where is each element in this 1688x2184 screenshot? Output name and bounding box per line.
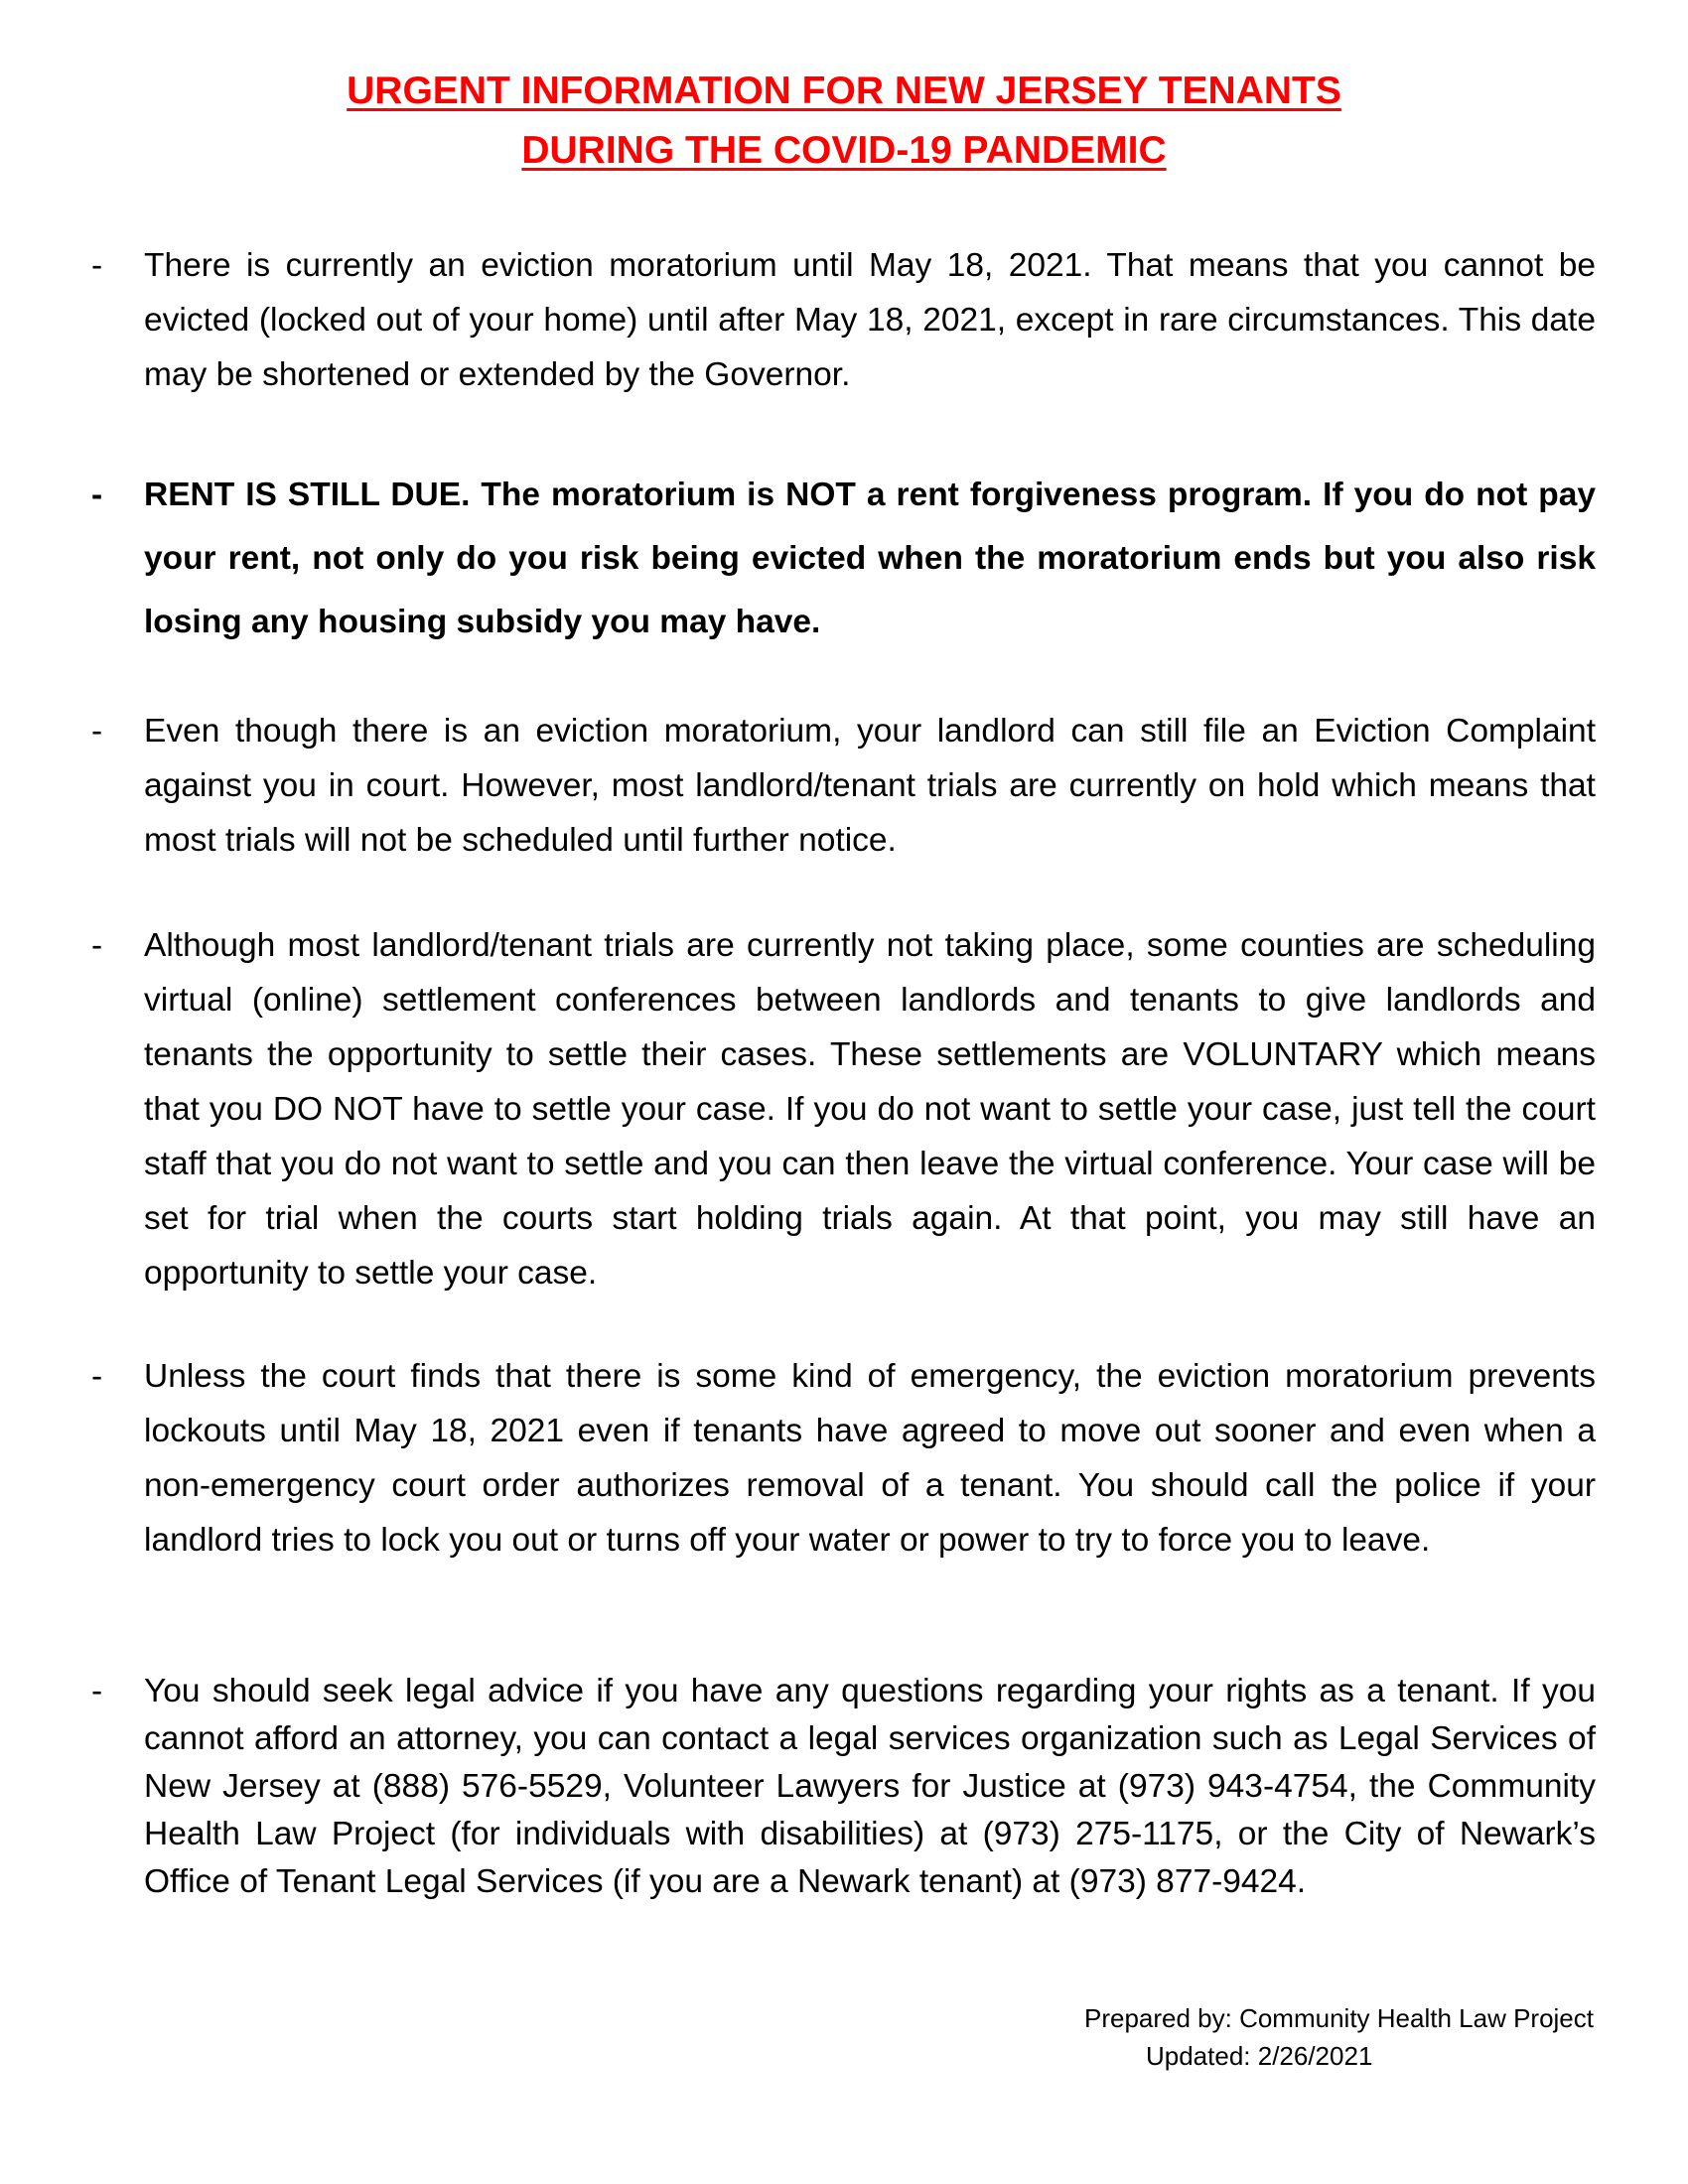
list-item-text: There is currently an eviction moratorium until May 18, 2021. That means that you cannot be evicted (locked out of your home) until after May 18, 2021, except in rare circumstances. This date may be shortened or extended by the Governor.	[144, 247, 1596, 393]
prepared-by: Prepared by: Community Health Law Project	[1083, 2003, 1594, 2033]
bullet-dash: -	[91, 247, 103, 284]
bullet-dash: -	[91, 1673, 103, 1709]
bullet-dash: -	[91, 927, 103, 964]
document-footer	[1084, 1999, 1594, 2075]
list-item-text: Even though there is an eviction moratorium, your landlord can still file an Eviction Complaint against you in court. However, most landlord/tenant trials are currently on hold which means that most trials will not be scheduled until further notice.	[144, 713, 1596, 859]
list-item-eviction-moratorium	[91, 238, 1596, 402]
bullet-dash: -	[91, 477, 103, 513]
list-item-settlement-conferences	[91, 918, 1596, 1300]
list-item-text: RENT IS STILL DUE. The moratorium is NOT a rent forgiveness program. If you do not pay your rent, not only do you risk being evicted when the moratorium ends but you also risk losing any housing subsidy you may have.	[144, 477, 1596, 640]
list-item-rent-still-due	[91, 464, 1596, 654]
list-item-text: Although most landlord/tenant trials are currently not taking place, some counties are scheduling virtual (online) settlement conferences between landlords and tenants to give landlords and tenants the opportunity to settle their cases. These settlements are VOLUNTARY which means that you DO NOT have to settle your case. If you do not want to settle your case, just tell the court staff that you do not want to settle and you can then leave the virtual conference. Your case will be set for trial when the courts start holding trials again. At that point, you may still have an opportunity to settle your case.	[144, 927, 1596, 1292]
bullet-dash: -	[91, 1358, 103, 1395]
list-item-text: You should seek legal advice if you have any questions regarding your rights as a tenant. If you cannot afford an attorney, you can contact a legal services organization such as Legal Services of New Jersey at (888) 576-5529, Volunteer Lawyers for Justice at (973) 943-4754, the Community Health Law Project (for individuals with disabilities) at (973) 275-1175, or the City of Newark’s Office of Tenant Legal Services (if you are a Newark tenant) at (973) 877-9424.	[144, 1673, 1596, 1900]
list-item-lockouts	[91, 1349, 1596, 1568]
document-title	[0, 62, 1688, 181]
updated-date: Updated: 2/26/2021	[1145, 2041, 1373, 2071]
title-line-2: DURING THE COVID-19 PANDEMIC	[521, 129, 1167, 172]
list-item-legal-advice	[91, 1668, 1596, 1906]
list-item-eviction-complaint	[91, 704, 1596, 868]
title-line-1: URGENT INFORMATION FOR NEW JERSEY TENANTS	[347, 69, 1341, 112]
list-item-text: Unless the court finds that there is some kind of emergency, the eviction moratorium prevents lockouts until May 18, 2021 even if tenants have agreed to move out sooner and even when a non-emergency court order authorizes removal of a tenant. You should call the police if your landlord tries to lock you out or turns off your water or power to try to force you to leave.	[144, 1358, 1596, 1559]
bullet-dash: -	[91, 713, 103, 750]
